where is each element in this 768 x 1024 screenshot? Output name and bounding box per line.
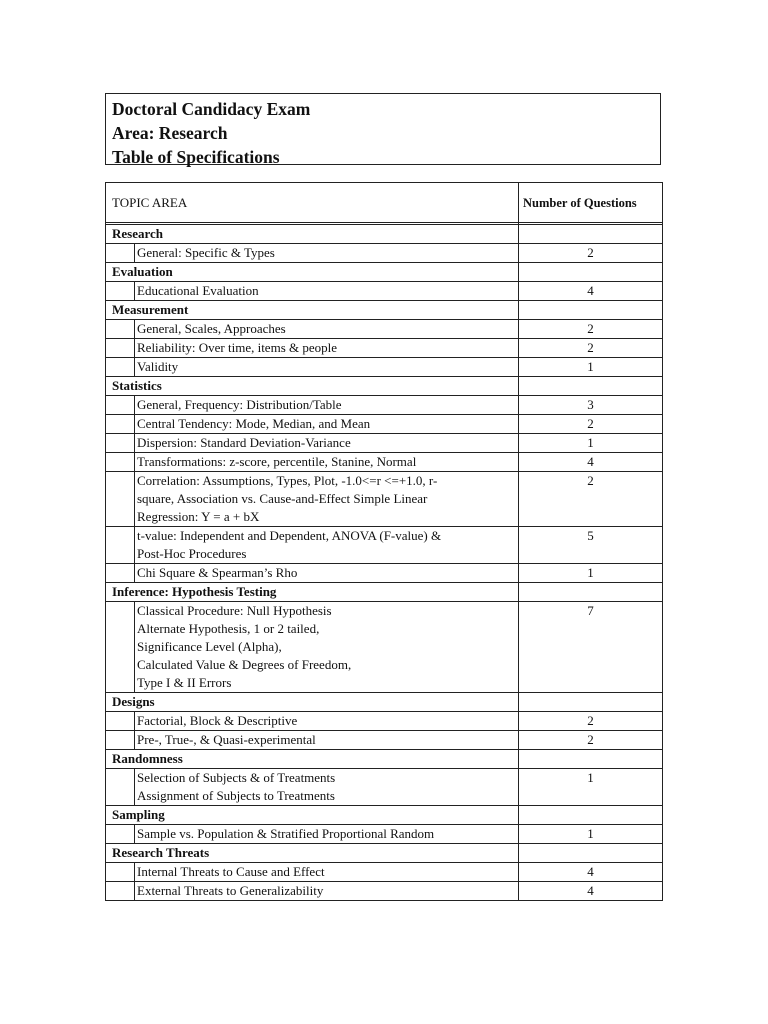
table-header-row — [106, 183, 663, 223]
header-number-of-questions: Number of Questions — [519, 183, 663, 223]
table-row — [106, 602, 663, 693]
table-row — [106, 863, 663, 882]
topic-cell: Educational Evaluation — [135, 282, 519, 301]
topic-cell: Reliability: Over time, items & people — [135, 339, 519, 358]
table-row — [106, 244, 663, 263]
indent-cell — [106, 825, 135, 844]
question-count-cell: 1 — [519, 358, 663, 377]
topic-cell: General: Specific & Types — [135, 244, 519, 263]
table-row — [106, 564, 663, 583]
question-count-cell: 3 — [519, 396, 663, 415]
topic-cell: Factorial, Block & Descriptive — [135, 712, 519, 731]
table-row — [106, 712, 663, 731]
indent-cell — [106, 453, 135, 472]
table-row — [106, 358, 663, 377]
question-count-cell: 7 — [519, 602, 663, 693]
section-row — [106, 844, 663, 863]
topic-cell: Chi Square & Spearman’s Rho — [135, 564, 519, 583]
table-row — [106, 434, 663, 453]
section-heading: Measurement — [106, 301, 519, 320]
table-row — [106, 396, 663, 415]
section-heading: Research — [106, 225, 519, 244]
indent-cell — [106, 602, 135, 693]
topic-cell: Correlation: Assumptions, Types, Plot, -1.0<=r <=+1.0, r- square, Association vs. Cause-and-Effect Simple Linear Regression: Y = a + bX — [135, 472, 519, 527]
indent-cell — [106, 731, 135, 750]
table-row — [106, 472, 663, 527]
topic-cell: External Threats to Generalizability — [135, 882, 519, 901]
table-row — [106, 282, 663, 301]
question-count-cell: 2 — [519, 339, 663, 358]
table-row — [106, 731, 663, 750]
section-row — [106, 693, 663, 712]
section-row — [106, 583, 663, 602]
indent-cell — [106, 320, 135, 339]
question-count-cell: 4 — [519, 453, 663, 472]
section-count-empty — [519, 750, 663, 769]
indent-cell — [106, 244, 135, 263]
question-count-cell: 1 — [519, 769, 663, 806]
exam-area: Area: Research — [112, 123, 228, 143]
header-topic-area: TOPIC AREA — [106, 183, 519, 223]
question-count-cell: 5 — [519, 527, 663, 564]
question-count-cell: 2 — [519, 472, 663, 527]
document-title-box — [105, 93, 661, 165]
section-count-empty — [519, 583, 663, 602]
table-row — [106, 882, 663, 901]
indent-cell — [106, 396, 135, 415]
section-row — [106, 806, 663, 825]
section-heading: Evaluation — [106, 263, 519, 282]
section-heading: Randomness — [106, 750, 519, 769]
topic-cell: Classical Procedure: Null Hypothesis Alternate Hypothesis, 1 or 2 tailed, Significance Level (Alpha), Calculated Value & Degrees of Freedom, Type I & II Errors — [135, 602, 519, 693]
question-count-cell: 4 — [519, 282, 663, 301]
section-heading: Statistics — [106, 377, 519, 396]
section-count-empty — [519, 806, 663, 825]
indent-cell — [106, 358, 135, 377]
section-heading: Sampling — [106, 806, 519, 825]
section-count-empty — [519, 377, 663, 396]
indent-cell — [106, 863, 135, 882]
question-count-cell: 2 — [519, 415, 663, 434]
section-count-empty — [519, 693, 663, 712]
indent-cell — [106, 712, 135, 731]
topic-cell: Transformations: z-score, percentile, Stanine, Normal — [135, 453, 519, 472]
indent-cell — [106, 434, 135, 453]
exam-title: Doctoral Candidacy Exam — [112, 99, 311, 119]
section-row — [106, 377, 663, 396]
question-count-cell: 2 — [519, 712, 663, 731]
indent-cell — [106, 882, 135, 901]
table-row — [106, 339, 663, 358]
topic-cell: Dispersion: Standard Deviation-Variance — [135, 434, 519, 453]
section-heading: Designs — [106, 693, 519, 712]
topic-cell: Pre-, True-, & Quasi-experimental — [135, 731, 519, 750]
question-count-cell: 2 — [519, 731, 663, 750]
indent-cell — [106, 415, 135, 434]
section-count-empty — [519, 844, 663, 863]
table-row — [106, 415, 663, 434]
indent-cell — [106, 527, 135, 564]
exam-subtitle: Table of Specifications — [112, 147, 280, 167]
table-row — [106, 825, 663, 844]
section-count-empty — [519, 263, 663, 282]
topic-cell: Selection of Subjects & of Treatments Assignment of Subjects to Treatments — [135, 769, 519, 806]
section-row — [106, 225, 663, 244]
table-row — [106, 320, 663, 339]
topic-cell: Validity — [135, 358, 519, 377]
question-count-cell: 1 — [519, 564, 663, 583]
topic-cell: Sample vs. Population & Stratified Proportional Random — [135, 825, 519, 844]
indent-cell — [106, 769, 135, 806]
section-row — [106, 301, 663, 320]
question-count-cell: 1 — [519, 825, 663, 844]
topic-cell: General, Scales, Approaches — [135, 320, 519, 339]
section-row — [106, 263, 663, 282]
question-count-cell: 2 — [519, 320, 663, 339]
specifications-table — [105, 182, 663, 901]
section-heading: Research Threats — [106, 844, 519, 863]
indent-cell — [106, 282, 135, 301]
topic-cell: Central Tendency: Mode, Median, and Mean — [135, 415, 519, 434]
topic-cell: t-value: Independent and Dependent, ANOVA (F-value) & Post-Hoc Procedures — [135, 527, 519, 564]
table-row — [106, 527, 663, 564]
table-row — [106, 769, 663, 806]
section-count-empty — [519, 301, 663, 320]
section-count-empty — [519, 225, 663, 244]
question-count-cell: 2 — [519, 244, 663, 263]
table-row — [106, 453, 663, 472]
topic-cell: General, Frequency: Distribution/Table — [135, 396, 519, 415]
question-count-cell: 1 — [519, 434, 663, 453]
section-heading: Inference: Hypothesis Testing — [106, 583, 519, 602]
indent-cell — [106, 472, 135, 527]
indent-cell — [106, 339, 135, 358]
section-row — [106, 750, 663, 769]
question-count-cell: 4 — [519, 882, 663, 901]
topic-cell: Internal Threats to Cause and Effect — [135, 863, 519, 882]
question-count-cell: 4 — [519, 863, 663, 882]
indent-cell — [106, 564, 135, 583]
